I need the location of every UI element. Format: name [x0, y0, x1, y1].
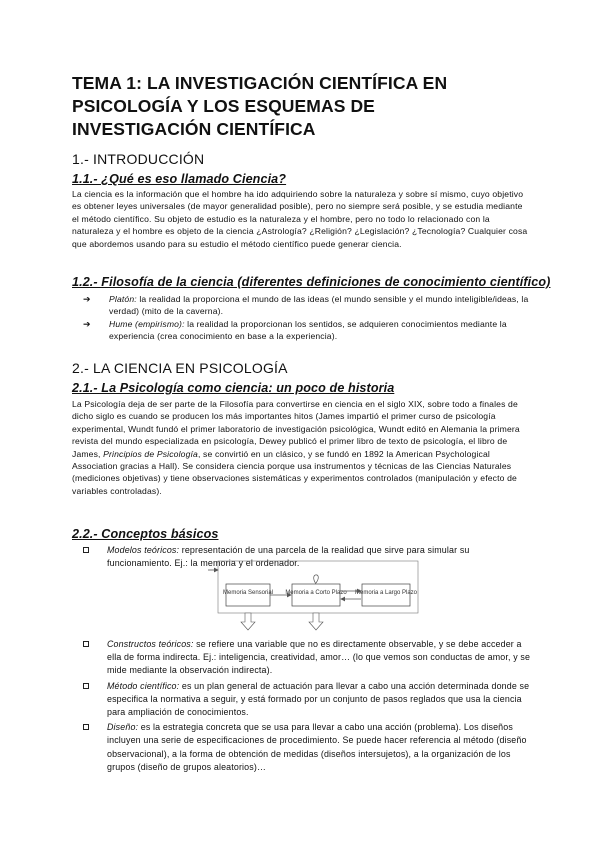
list-item-term: Constructos teóricos:: [107, 639, 194, 649]
short-term-memory-label: Memoria a Corto Plazo: [285, 590, 347, 596]
memory-model-diagram: [208, 556, 428, 636]
book-title: Principios de Psicología: [103, 448, 198, 459]
list-item-term: Diseño:: [107, 722, 139, 733]
arrow-icon: ➔: [83, 318, 91, 329]
long-term-memory-label: Memoria a Largo Plazo: [354, 590, 418, 596]
down-arrow-icon: [241, 613, 255, 630]
list-item: [83, 638, 533, 678]
list-item-term: Platón:: [109, 294, 137, 304]
list-item: [83, 680, 533, 720]
section-1-1-heading: 1.1.- ¿Qué es eso llamado Ciencia?: [72, 172, 287, 186]
checkbox-bullet-icon: [83, 683, 89, 689]
checkbox-bullet-icon: [83, 724, 89, 730]
list-item-text: es un plan general de actuación para llevar a cabo una acción determinada donde se especifica la normativa a seguir, y está formado por un conjunto de pasos reglados que usa la ciencia para ampliación de conocimientos.: [107, 680, 530, 718]
list-item-text: representación de una parcela de la realidad que sirve para simular su funcionamiento. Ej.: la memoria y el ordenador.: [107, 545, 470, 569]
list-item-term: Modelos teóricos:: [107, 545, 180, 555]
checkbox-bullet-icon: [83, 641, 89, 647]
loop-arrow-icon: [314, 575, 319, 584]
list-item: [83, 721, 533, 774]
list-item-text: se refiere una variable que no es directamente observable, y se debe acceder a ella de forma indirecta. Ej.: inteligencia, creatividad, amor… (lo que vemos son conductas de amor, y se mide mediante la observación indirecta).: [107, 639, 531, 676]
list-item-text: es la estrategia concreta que se usa para llevar a cabo una acción (problema). Los diseños incluyen una serie de especificaciones de procedimiento. Se puede hacer referencia al método (diseño observacional), a la forma de obtención de medidas (diseños intersujetos), a la organización de los grupos (diseño de grupos aleatorios)…: [107, 722, 527, 772]
section-1-2-heading: 1.2.- Filosofía de la ciencia (diferentes definiciones de conocimiento científico): [72, 275, 551, 289]
section-2-1-heading: 2.1.- La Psicología como ciencia: un poco de historia: [72, 381, 395, 395]
down-arrow-icon: [309, 613, 323, 630]
list-item: [83, 318, 533, 343]
document-title: TEMA 1: LA INVESTIGACIÓN CIENTÍFICA EN PSICOLOGÍA Y LOS ESQUEMAS DE INVESTIGACIÓN CIENTÍFICA: [72, 73, 448, 139]
section-2-heading: 2.- LA CIENCIA EN PSICOLOGÍA: [72, 360, 288, 376]
list-item-term: Hume (empirismo):: [109, 318, 185, 329]
section-2-2-heading: 2.2.- Conceptos básicos: [72, 527, 219, 541]
section-2-1-text: [72, 398, 532, 497]
checkbox-bullet-icon: [83, 547, 89, 553]
list-item-text: la realidad la proporcionan los sentidos, se adquieren conocimientos mediante la experiencia (crea conocimiento en base a la experiencia).: [109, 318, 507, 342]
sensory-memory-label: Memoria Sensorial: [222, 590, 274, 596]
section-1-1-text: La ciencia es la información que el hombre ha ido adquiriendo sobre la naturaleza y sobre sí mismo, cuyo objetivo es obtener leyes universales (de mayor generalidad posible), pero no siempre será posible, y se estudia mediante el método científico. Su objeto de estudio es la naturaleza y el hombre, pero no todo lo relacionado con la naturaleza y el hombre es objeto de la ciencia ¿Astrología? ¿Religión? ¿Legislación? ¿Tecnología? Cualquier cosa que abordemos usando para su estudio el método científico puede generar ciencia.: [72, 189, 528, 249]
history-text-a: La Psicología deja de ser parte de la Filosofía para convertirse en ciencia en el siglo XIX, sobre todo a finales de dicho siglo es cuando se producen los más importantes hitos (James impartió el primer curso de psicología experimental, Wundt fundó el primer laboratorio de investigación psicológica, Wundt editó en Alemania la primera revista del mundo especializada en psicología, Dewey publicó el primer libro de texto de psicología, el libro de James,: [72, 399, 520, 459]
list-item-term: Método científico:: [107, 680, 180, 691]
concepts-list-b: [83, 638, 533, 776]
arrow-icon: ➔: [83, 294, 91, 304]
list-item-text: la realidad la proporciona el mundo de las ideas (el mundo sensible y el mundo inteligible/ideas, la verdad) (mito de la caverna).: [109, 294, 529, 317]
section-1-heading: 1.- INTRODUCCIÓN: [72, 151, 205, 167]
list-item: [83, 293, 533, 318]
philosophy-list: [83, 293, 533, 343]
history-text-b: , se convirtió en un clásico, y se fundó en 1892 la American Psychological Association gracias a Hall). Se considera ciencia porque usa instrumentos y técnicas de las Ciencias Naturales (mediciones objetivas) y tiene observaciones sistemáticas y experimentos controlados (manipulación y efecto de variables controladas).: [72, 448, 517, 496]
